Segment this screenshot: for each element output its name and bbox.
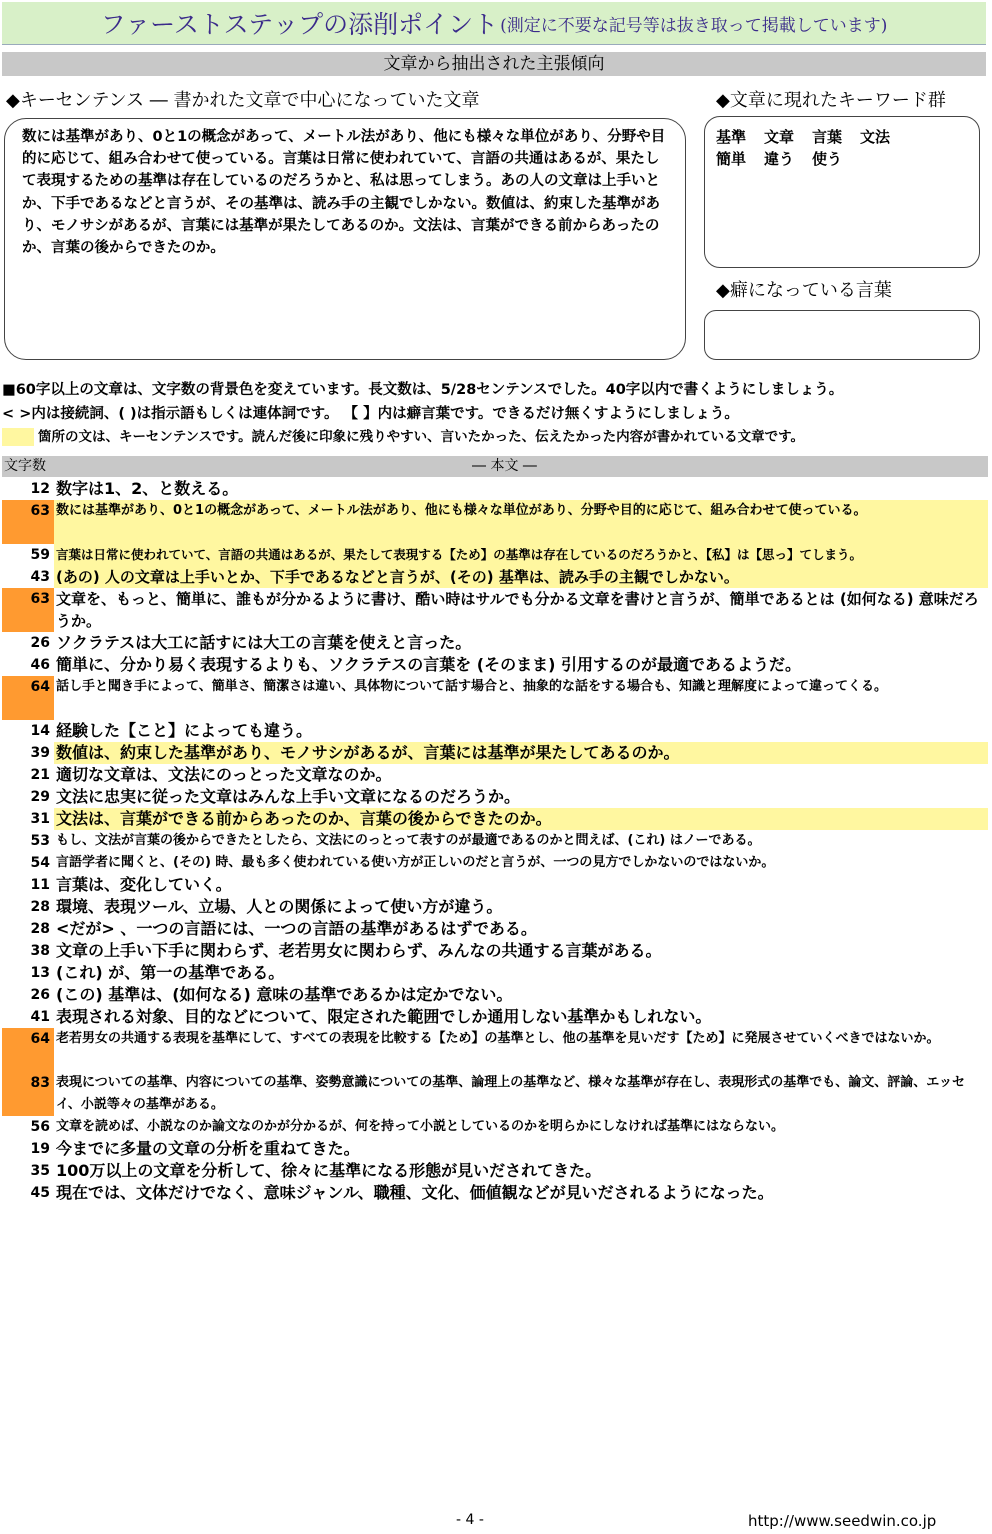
char-count: 35: [30, 1163, 50, 1179]
sentence-text: 文法に忠実に従った文章はみんな上手い文章になるのだろうか。: [56, 787, 521, 806]
sentence-text: 数には基準があり、0と1の概念があって、メートル法があり、他にも様々な単位があり、分野や目的に応じて、組み合わせて使っている。: [54, 500, 988, 544]
char-count: 46: [30, 657, 50, 673]
char-count: 41: [30, 1009, 50, 1025]
page-title: ファーストステップの添削ポイント: [100, 10, 499, 39]
sentence-text: 数字は1、2、と数える。: [56, 479, 239, 498]
sentence-text: 文法は、言葉ができる前からあったのか、言葉の後からできたのか。: [54, 808, 988, 830]
note-key-sentence-text: 箇所の文は、キーセンテンスです。読んだ後に印象に残りやすい、言いたかった、伝えたかった内容が書かれている文章です。: [38, 429, 804, 445]
char-count: 59: [30, 547, 50, 563]
sentence-text: (これ) が、第一の基準である。: [56, 963, 285, 982]
sentence-text: (あの) 人の文章は上手いとか、下手であるなどと言うが、(その) 基準は、読み手の主観でしかない。: [54, 566, 988, 588]
page-number: - 4 -: [456, 1512, 484, 1528]
notes: [2, 378, 992, 448]
keyword: 使う: [812, 150, 843, 168]
sentence-text: ソクラテスは大工に話すには大工の言葉を使えと言った。: [56, 633, 472, 652]
char-count: 64: [2, 1028, 54, 1072]
sentence-text: 言葉は日常に使われていて、言語の共通はあるが、果たして表現する【ため】の基準は存在しているのだろうかと、【私】は【思っ】てしまう。: [54, 544, 988, 566]
title-bar: [2, 2, 986, 45]
sentence-text: 表現される対象、目的などについて、限定された範囲でしか通用しない基準かもしれない。: [56, 1007, 712, 1026]
section-title: 文章から抽出された主張傾向: [2, 52, 986, 76]
sentence-text: 表現についての基準、内容についての基準、姿勢意識についての基準、論理上の基準など、様々な基準が存在し、表現形式の基準でも、論文、評論、エッセイ、小説等々の基準がある。: [56, 1075, 965, 1112]
char-count: 28: [30, 921, 50, 937]
sentence-text: 言葉は、変化していく。: [56, 875, 232, 894]
note-long-sentences: ■60字以上の文章は、文字数の背景色を変えています。長文数は、5/28センテンスでした。40字以内で書くようにしましょう。: [2, 382, 844, 398]
habit-words-box: [704, 310, 980, 360]
page-subtitle: (測定に不要な記号等は抜き取って掲載しています): [500, 15, 888, 36]
sentence-text: もし、文法が言葉の後からできたとしたら、文法にのっとって表すのが最適であるのかと問えば、(これ) はノーである。: [56, 833, 761, 848]
char-count: 28: [30, 899, 50, 915]
sentence-text: 話し手と聞き手によって、簡単さ、簡潔さは違い、具体物について話す場合と、抽象的な話をする場合も、知識と理解度によって違ってくる。: [56, 679, 887, 694]
char-count: 53: [30, 833, 50, 849]
char-count: 19: [30, 1141, 50, 1157]
sentence-text: 文章を読めば、小説なのか論文なのかが分かるが、何を持って小説としているのかを明らかにしなければ基準にはならない。: [56, 1119, 785, 1134]
sentence-text: 老若男女の共通する表現を基準にして、すべての表現を比較する【ため】の基準とし、他の基準を見いだす【ため】に発展させていくべきではないか。: [56, 1031, 940, 1046]
keyword: 言葉: [812, 128, 843, 146]
char-count: 26: [30, 987, 50, 1003]
char-count: 29: [30, 789, 50, 805]
table-header: [2, 456, 988, 477]
keyword: 簡単: [716, 150, 747, 168]
sentence-text: 文章を、もっと、簡単に、誰もが分かるように書け、酷い時はサルでも分かる文章を書けと言うが、簡単であるとは (如何なる) 意味だろうか。: [56, 590, 979, 630]
sentence-text: 数値は、約束した基準があり、モノサシがあるが、言葉には基準が果たしてあるのか。: [54, 742, 988, 764]
sentence-text: 適切な文章は、文法にのっとった文章なのか。: [56, 765, 392, 784]
key-sentence-swatch: [2, 428, 34, 446]
keyword-heading: ◆文章に現れたキーワード群: [716, 90, 946, 111]
sentence-text: 環境、表現ツール、立場、人との関係によって使い方が違う。: [56, 897, 503, 916]
char-count: 43: [30, 569, 50, 585]
note-brackets: < >内は接続詞、( )は指示語もしくは連体詞です。 【 】内は癖言葉です。できるだけ無くすようにしましょう。: [2, 406, 739, 422]
sentence-text: 簡単に、分かり易く表現するよりも、ソクラテスの言葉を (そのまま) 引用するのが最適であるようだ。: [56, 655, 801, 674]
note-key-sentence: [2, 426, 992, 448]
keyword: 文法: [860, 128, 891, 146]
char-count: 31: [30, 811, 50, 827]
char-count: 38: [30, 943, 50, 959]
char-count: 13: [30, 965, 50, 981]
footer-url[interactable]: http://www.seedwin.co.jp: [748, 1512, 937, 1530]
char-count: 12: [30, 481, 50, 497]
sentence-text: 経験した【こと】によっても違う。: [56, 721, 313, 740]
key-sentence-heading: ◆キーセンテンス ― 書かれた文章で中心になっていた文章: [6, 90, 480, 111]
sentence-text: 言語学者に聞くと、(その) 時、最も多く使われている使い方が正しいのだと言うが、一つの見方でしかないのではないか。: [56, 855, 775, 870]
keyword-list: [716, 126, 976, 170]
keyword: 文章: [764, 128, 795, 146]
sentence-text: (この) 基準は、(如何なる) 意味の基準であるかは定かでない。: [56, 985, 513, 1004]
key-sentence-text: 数には基準があり、0と1の概念があって、メートル法があり、他にも様々な単位があり、分野や目的に応じて、組み合わせて使っている。言葉は日常に使われていて、言語の共通はあるが、果たして表現するための基準は存在しているのだろうかと、私は思ってしまう。あの人の文章は上手いとか、下手であるなどと言うが、その基準は、読み手の主観でしかない。数値は、約束した基準があり、モノサシがあるが、言葉には基準が果たしてあるのか。文法は、言葉ができる前からあったのか、言葉の後からできたのか。: [22, 129, 666, 257]
column-header-count: 文字数: [4, 458, 46, 474]
char-count: 63: [2, 500, 54, 544]
sentence-text: 今までに多量の文章の分析を重ねてきた。: [56, 1139, 360, 1158]
sentence-text: 現在では、文体だけでなく、意味ジャンル、職種、文化、価値観などが見いだされるようになった。: [56, 1183, 774, 1202]
char-count: 63: [2, 588, 54, 632]
char-count: 56: [30, 1119, 50, 1135]
sentence-text: 文章の上手い下手に関わらず、老若男女に関わらず、みんなの共通する言葉がある。: [56, 941, 662, 960]
sentence-text: 100万以上の文章を分析して、徐々に基準になる形態が見いだされてきた。: [56, 1161, 602, 1180]
sentence-table: [2, 478, 988, 1204]
column-header-body: ― 本文 ―: [472, 458, 537, 474]
keyword: 違う: [764, 150, 795, 168]
char-count: 45: [30, 1185, 50, 1201]
char-count: 14: [30, 723, 50, 739]
char-count: 83: [2, 1072, 54, 1116]
char-count: 21: [30, 767, 50, 783]
char-count: 26: [30, 635, 50, 651]
habit-words-heading: ◆癖になっている言葉: [716, 280, 892, 301]
char-count: 11: [30, 877, 50, 893]
char-count: 54: [30, 855, 50, 871]
char-count: 39: [30, 745, 50, 761]
sentence-text: <だが> 、一つの言語には、一つの言語の基準があるはずである。: [56, 919, 537, 938]
char-count: 64: [2, 676, 54, 720]
keyword: 基準: [716, 128, 747, 146]
